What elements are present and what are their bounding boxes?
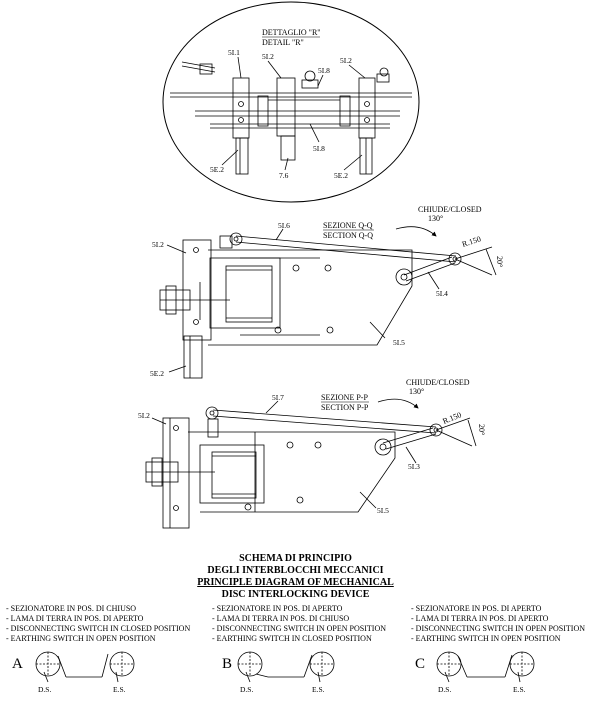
section-p-label-5i5: 5I.5 — [377, 506, 389, 515]
case-c-letter: C — [415, 656, 426, 672]
case-a-schematic — [36, 652, 134, 682]
heading-line-1: SCHEMA DI PRINCIPIO — [239, 553, 352, 564]
section-q-label-5i4: 5I.4 — [436, 289, 448, 298]
case-a-ds-label: D.S. — [38, 685, 52, 694]
detail-label-5i1: 5I.1 — [228, 48, 240, 57]
detail-label-5i8-top: 5I.8 — [318, 66, 330, 75]
section-p-angle: 130° — [409, 387, 425, 396]
case-c-legend — [411, 604, 585, 644]
case-a-legend — [6, 604, 190, 644]
case-c-ds-label: D.S. — [438, 685, 452, 694]
heading-line-2: DEGLI INTERBLOCCHI MECCANICI — [207, 565, 384, 576]
detail-label-5i2-right: 5I.2 — [340, 56, 352, 65]
section-p-closed-label: CHIUDE/CLOSED — [406, 378, 470, 387]
detail-label-5i8-bottom: 5I.8 — [313, 144, 325, 153]
case-b-line-3: - DISCONNECTING SWITCH IN OPEN POSITION — [212, 624, 386, 633]
section-p-label-5i7: 5I.7 — [272, 393, 284, 402]
detail-label-76: 7.6 — [279, 171, 289, 180]
heading-line-4: DISC INTERLOCKING DEVICE — [221, 589, 370, 600]
diagram-heading — [0, 553, 591, 601]
case-a-es-label: E.S. — [113, 685, 126, 694]
case-a-line-3: - DISCONNECTING SWITCH IN CLOSED POSITION — [6, 624, 191, 633]
section-q-closed-label: CHIUDE/CLOSED — [418, 205, 482, 214]
case-c-line-3: - DISCONNECTING SWITCH IN OPEN POSITION — [411, 624, 585, 633]
case-a-line-4: - EARTHING SWITCH IN OPEN POSITION — [6, 634, 156, 643]
detail-title-it: DETTAGLIO "R" — [262, 28, 321, 37]
section-p-p — [146, 399, 476, 528]
section-p-label-5i2: 5I.2 — [138, 411, 150, 420]
case-a-letter: A — [12, 656, 23, 672]
section-q-radius: R.150 — [460, 234, 483, 249]
detail-label-5i2-left: 5I.2 — [262, 52, 274, 61]
case-c-line-4: - EARTHING SWITCH IN OPEN POSITION — [411, 634, 561, 643]
section-p-offset: 20° — [477, 424, 486, 436]
detail-label-5e2-left: 5E.2 — [210, 165, 224, 174]
section-q-offset: 20° — [495, 256, 504, 268]
section-q-angle: 130° — [428, 214, 444, 223]
case-c-line-1: - SEZIONATORE IN POS. DI APERTO — [411, 604, 542, 613]
case-c-es-label: E.S. — [513, 685, 526, 694]
section-p-label-5i3: 5I.3 — [408, 462, 420, 471]
case-b-legend — [212, 604, 386, 644]
case-b-schematic — [238, 652, 334, 682]
case-b-es-label: E.S. — [312, 685, 325, 694]
section-q-q — [160, 227, 496, 378]
section-q-label-5i5: 5I.5 — [393, 338, 405, 347]
detail-title-en: DETAIL "R" — [262, 38, 304, 47]
section-p-radius: R.150 — [441, 410, 463, 426]
case-c-schematic — [437, 652, 534, 682]
case-b-letter: B — [222, 656, 233, 672]
section-p-title-en: SECTION P-P — [321, 403, 369, 412]
case-b-line-1: - SEZIONATORE IN POS. DI APERTO — [212, 604, 343, 613]
case-a-line-2: - LAMA DI TERRA IN POS. DI APERTO — [6, 614, 144, 623]
section-q-title-it: SEZIONE Q-Q — [323, 221, 373, 230]
case-c-line-2: - LAMA DI TERRA IN POS. DI APERTO — [411, 614, 549, 623]
section-q-title-en: SECTION Q-Q — [323, 231, 373, 240]
detail-label-5e2-right: 5E.2 — [334, 171, 348, 180]
heading-line-3: PRINCIPLE DIAGRAM OF MECHANICAL — [197, 577, 394, 588]
section-q-label-5i6: 5I.6 — [278, 221, 290, 230]
case-a-line-1: - SEZIONATORE IN POS. DI CHIUSO — [6, 604, 137, 613]
section-q-label-5e2: 5E.2 — [150, 369, 164, 378]
section-p-title-it: SEZIONE P-P — [321, 393, 368, 402]
section-q-label-5i2: 5I.2 — [152, 240, 164, 249]
case-b-ds-label: D.S. — [240, 685, 254, 694]
case-b-line-4: - EARTHING SWITCH IN CLOSED POSITION — [212, 634, 372, 643]
case-b-line-2: - LAMA DI TERRA IN POS. DI CHIUSO — [212, 614, 350, 623]
